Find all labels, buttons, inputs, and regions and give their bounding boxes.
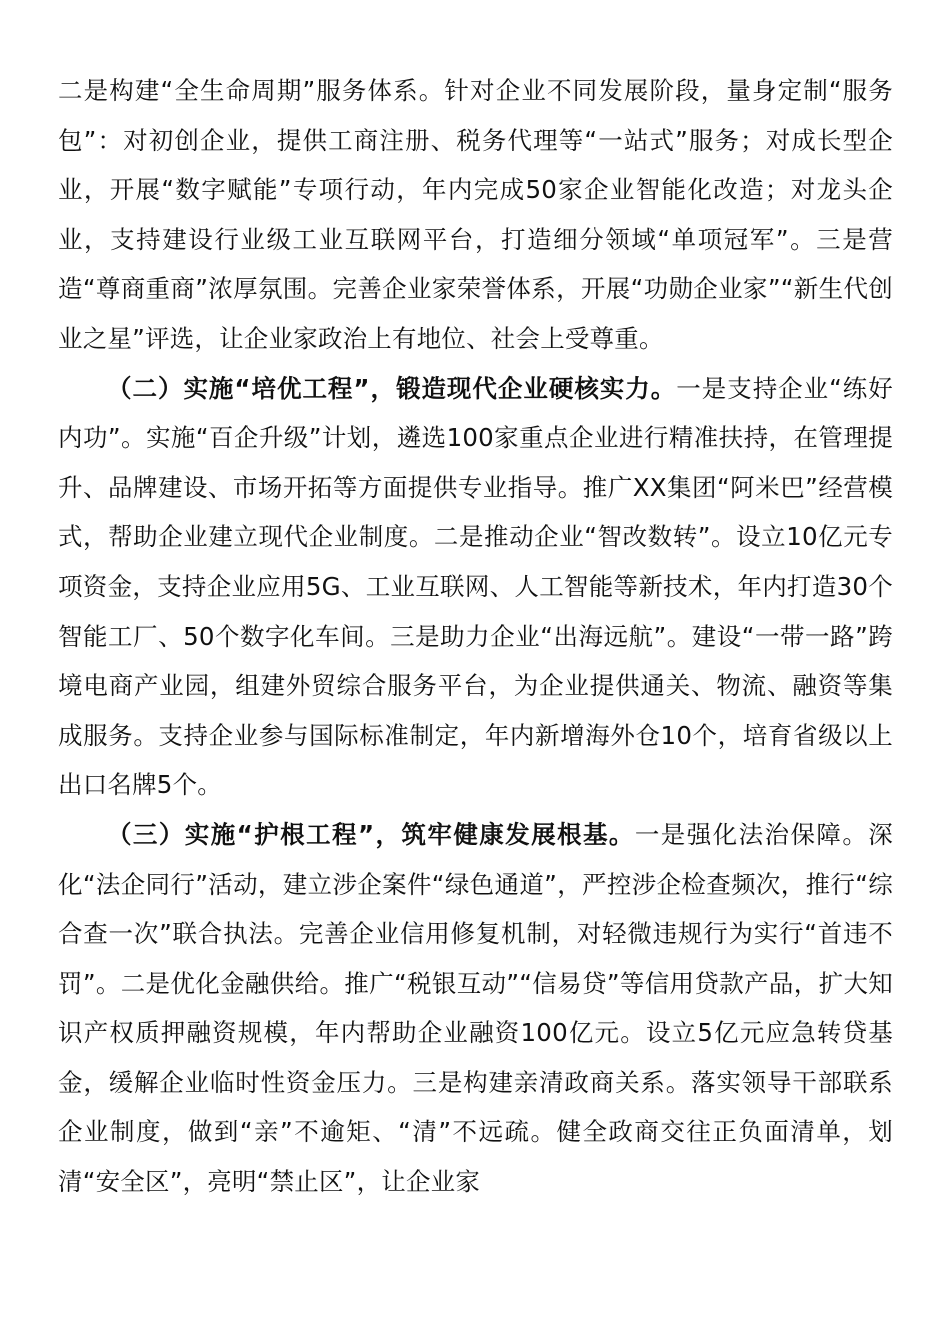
paragraph-3 xyxy=(58,810,893,1207)
document-body xyxy=(58,66,893,1207)
paragraph-1 xyxy=(58,66,893,364)
section-3-heading: （三）实施“护根工程”，筑牢健康发展根基。 xyxy=(107,819,635,849)
paragraph-3-text: 一是强化法治保障。深化“法企同行”活动，建立涉企案件“绿色通道”，严控涉企检查频次，推行“综合查一次”联合执法。完善企业信用修复机制，对轻微违规行为实行“首违不罚”。二是优化金融供给。推广“税银互动”“信易贷”等信用贷款产品，扩大知识产权质押融资规模，年内帮助企业融资100亿元。设立5亿元应急转贷基金，缓解企业临时性资金压力。三是构建亲清政商关系。落实领导干部联系企业制度，做到“亲”不逾矩、“清”不远疏。健全政商交往正负面清单，划清“安全区”，亮明“禁止区”，让企业家 xyxy=(58,819,894,1197)
section-2-heading: （二）实施“培优工程”，锻造现代企业硬核实力。 xyxy=(107,373,677,403)
paragraph-2 xyxy=(58,364,893,810)
paragraph-1-text: 二是构建“全生命周期”服务体系。针对企业不同发展阶段，量身定制“服务包”：对初创企业，提供工商注册、税务代理等“一站式”服务；对成长型企业，开展“数字赋能”专项行动，年内完成50家企业智能化改造；对龙头企业，支持建设行业级工业互联网平台，打造细分领域“单项冠军”。三是营造“尊商重商”浓厚氛围。完善企业家荣誉体系，开展“功勋企业家”“新生代创业之星”评选，让企业家政治上有地位、社会上受尊重。 xyxy=(58,76,893,353)
paragraph-2-text: 一是支持企业“练好内功”。实施“百企升级”计划，遴选100家重点企业进行精准扶持，在管理提升、品牌建设、市场开拓等方面提供专业指导。推广XX集团“阿米巴”经营模式，帮助企业建立现代企业制度。二是推动企业“智改数转”。设立10亿元专项资金，支持企业应用5G、工业互联网、人工智能等新技术，年内打造30个智能工厂、50个数字化车间。三是助力企业“出海远航”。建设“一带一路”跨境电商产业园，组建外贸综合服务平台，为企业提供通关、物流、融资等集成服务。支持企业参与国际标准制定，年内新增海外仓10个，培育省级以上出口名牌5个。 xyxy=(58,373,893,800)
